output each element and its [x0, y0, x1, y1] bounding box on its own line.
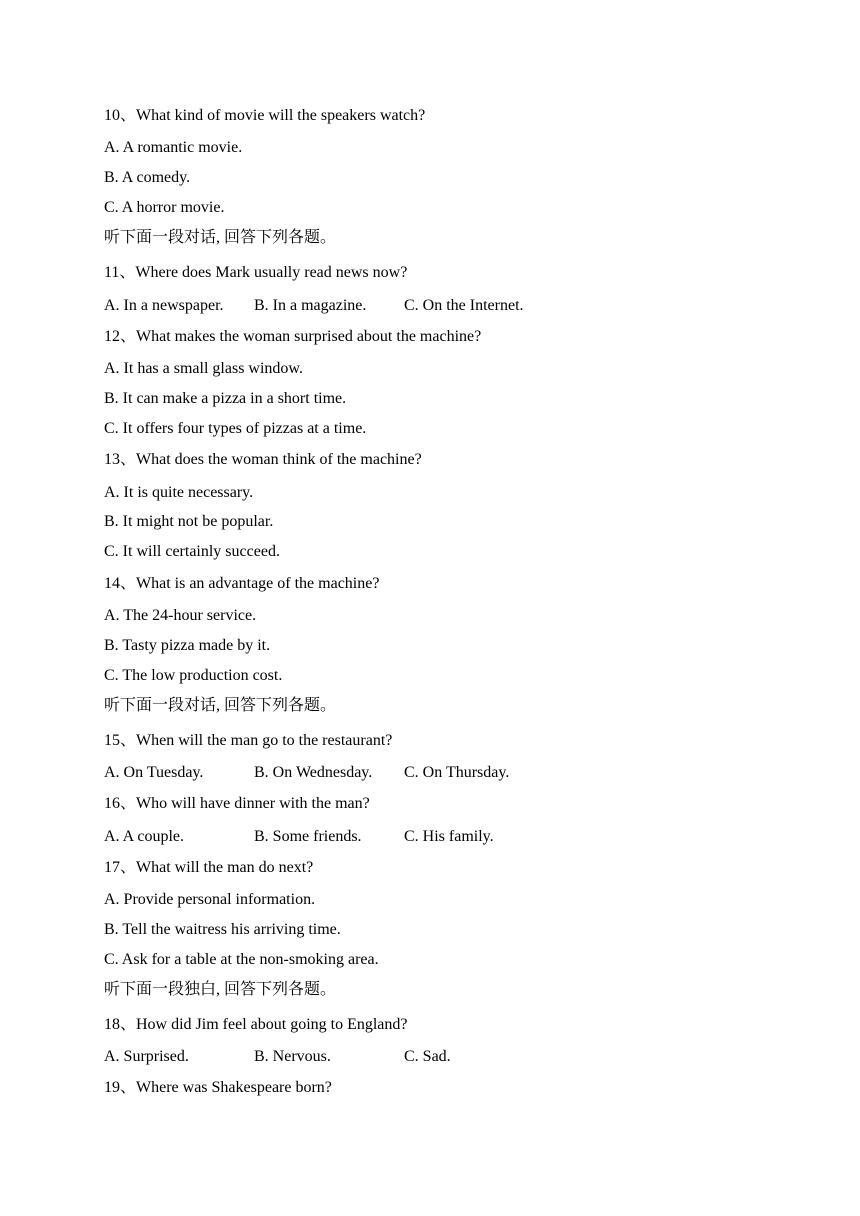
option-10-c: C. A horror movie.: [104, 199, 225, 216]
option-12-a: A. It has a small glass window.: [104, 360, 303, 377]
option-15-c: C. On Thursday.: [404, 764, 510, 781]
question-19: 19、Where was Shakespeare born?: [104, 1079, 332, 1096]
option-16-b: B. Some friends.: [254, 828, 362, 845]
option-11-b: B. In a magazine.: [254, 297, 367, 314]
option-18-a: A. Surprised.: [104, 1048, 189, 1065]
question-14: 14、What is an advantage of the machine?: [104, 575, 380, 592]
option-15-a: A. On Tuesday.: [104, 764, 204, 781]
option-13-b: B. It might not be popular.: [104, 513, 274, 530]
option-10-a: A. A romantic movie.: [104, 139, 243, 156]
question-18: 18、How did Jim feel about going to England?: [104, 1016, 408, 1033]
option-17-c: C. Ask for a table at the non-smoking area.: [104, 951, 379, 968]
section-instruction-1: 听下面一段对话, 回答下列各题。: [104, 229, 337, 246]
question-17: 17、What will the man do next?: [104, 859, 314, 876]
question-13: 13、What does the woman think of the machine?: [104, 451, 422, 468]
option-18-b: B. Nervous.: [254, 1048, 331, 1065]
option-12-b: B. It can make a pizza in a short time.: [104, 390, 347, 407]
option-14-b: B. Tasty pizza made by it.: [104, 637, 271, 654]
option-11-c: C. On the Internet.: [404, 297, 524, 314]
question-15: 15、When will the man go to the restaurant?: [104, 732, 393, 749]
option-15-b: B. On Wednesday.: [254, 764, 373, 781]
option-11-a: A. In a newspaper.: [104, 297, 224, 314]
question-12: 12、What makes the woman surprised about the machine?: [104, 328, 482, 345]
option-13-a: A. It is quite necessary.: [104, 484, 254, 501]
option-14-a: A. The 24-hour service.: [104, 607, 257, 624]
question-10: 10、What kind of movie will the speakers watch?: [104, 107, 426, 124]
option-17-a: A. Provide personal information.: [104, 891, 316, 908]
option-16-a: A. A couple.: [104, 828, 184, 845]
option-13-c: C. It will certainly succeed.: [104, 543, 280, 560]
option-17-b: B. Tell the waitress his arriving time.: [104, 921, 341, 938]
option-10-b: B. A comedy.: [104, 169, 191, 186]
option-12-c: C. It offers four types of pizzas at a time.: [104, 420, 367, 437]
section-instruction-2: 听下面一段对话, 回答下列各题。: [104, 697, 337, 714]
question-16: 16、Who will have dinner with the man?: [104, 795, 370, 812]
option-16-c: C. His family.: [404, 828, 494, 845]
question-11: 11、Where does Mark usually read news now?: [104, 264, 408, 281]
option-14-c: C. The low production cost.: [104, 667, 283, 684]
option-18-c: C. Sad.: [404, 1048, 451, 1065]
section-instruction-3: 听下面一段独白, 回答下列各题。: [104, 981, 337, 998]
